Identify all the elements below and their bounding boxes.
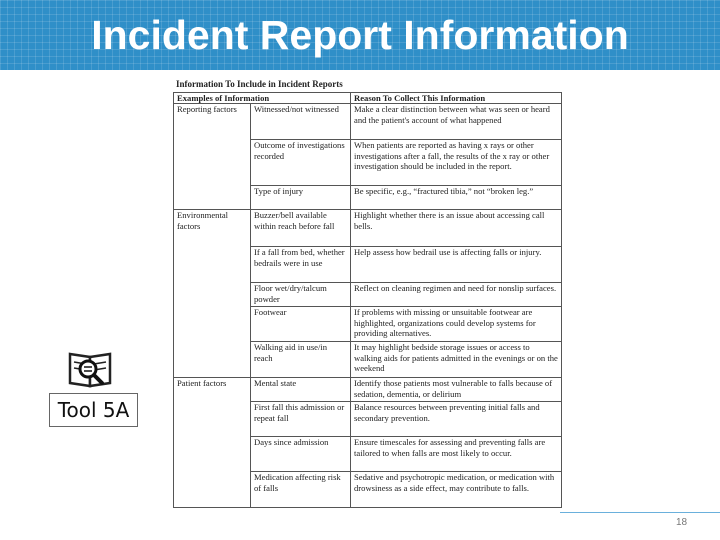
reason-cell: When patients are reported as having x rays or other investigations after a fall, the results of the x ray or other investigation should be included in the report. [351,140,562,186]
reason-cell: Highlight whether there is an issue about accessing call bells. [351,210,562,247]
reason-cell: Ensure timescales for assessing and preventing falls are tailored to when falls are most likely to occur. [351,437,562,472]
reason-cell: If problems with missing or unsuitable footwear are highlighted, organizations could develop systems for providing alternatives. [351,307,562,342]
table-row [174,104,562,140]
column-header: Examples of Information [174,93,351,104]
page-title: Incident Report Information [91,12,629,58]
reason-cell: Reflect on cleaning regimen and need for nonslip surfaces. [351,283,562,307]
example-cell: Walking aid in use/in reach [251,342,351,378]
header-banner [0,0,720,70]
example-cell: Floor wet/dry/talcum powder [251,283,351,307]
reason-cell: Be specific, e.g., “fractured tibia,” not “broken leg.” [351,186,562,210]
category-cell: Environmental factors [174,210,251,378]
table-row [174,210,562,247]
reason-cell: Help assess how bedrail use is affecting falls or injury. [351,247,562,283]
reason-cell: Balance resources between preventing initial falls and secondary prevention. [351,402,562,437]
example-cell: Buzzer/bell available within reach before fall [251,210,351,247]
category-cell: Patient factors [174,378,251,508]
example-cell: Witnessed/not witnessed [251,104,351,140]
incident-report-document [173,79,561,518]
document-title: Information To Include in Incident Reports [176,79,343,89]
example-cell: Days since admission [251,437,351,472]
footer-divider [560,512,720,513]
tool-label: Tool 5A [49,393,138,427]
reason-cell: It may highlight bedside storage issues or access to walking aids for patients admitted in the evenings or on the weekend [351,342,562,378]
table-row [174,378,562,402]
table-header-row [174,93,562,104]
category-cell: Reporting factors [174,104,251,210]
example-cell: Type of injury [251,186,351,210]
reason-cell: Identify those patients most vulnerable to falls because of sedation, dementia, or delirium [351,378,562,402]
example-cell: If a fall from bed, whether bedrails were in use [251,247,351,283]
book-magnifier-icon [66,348,116,390]
example-cell: Outcome of investigations recorded [251,140,351,186]
example-cell: First fall this admission or repeat fall [251,402,351,437]
column-header: Reason To Collect This Information [351,93,562,104]
reason-cell: Sedative and psychotropic medication, or medication with drowsiness as a side effect, may contribute to falls. [351,472,562,508]
example-cell: Mental state [251,378,351,402]
reason-cell: Make a clear distinction between what was seen or heard and the patient's account of what happened [351,104,562,140]
information-table [173,92,562,508]
example-cell: Medication affecting risk of falls [251,472,351,508]
page-number: 18 [676,517,688,528]
example-cell: Footwear [251,307,351,342]
